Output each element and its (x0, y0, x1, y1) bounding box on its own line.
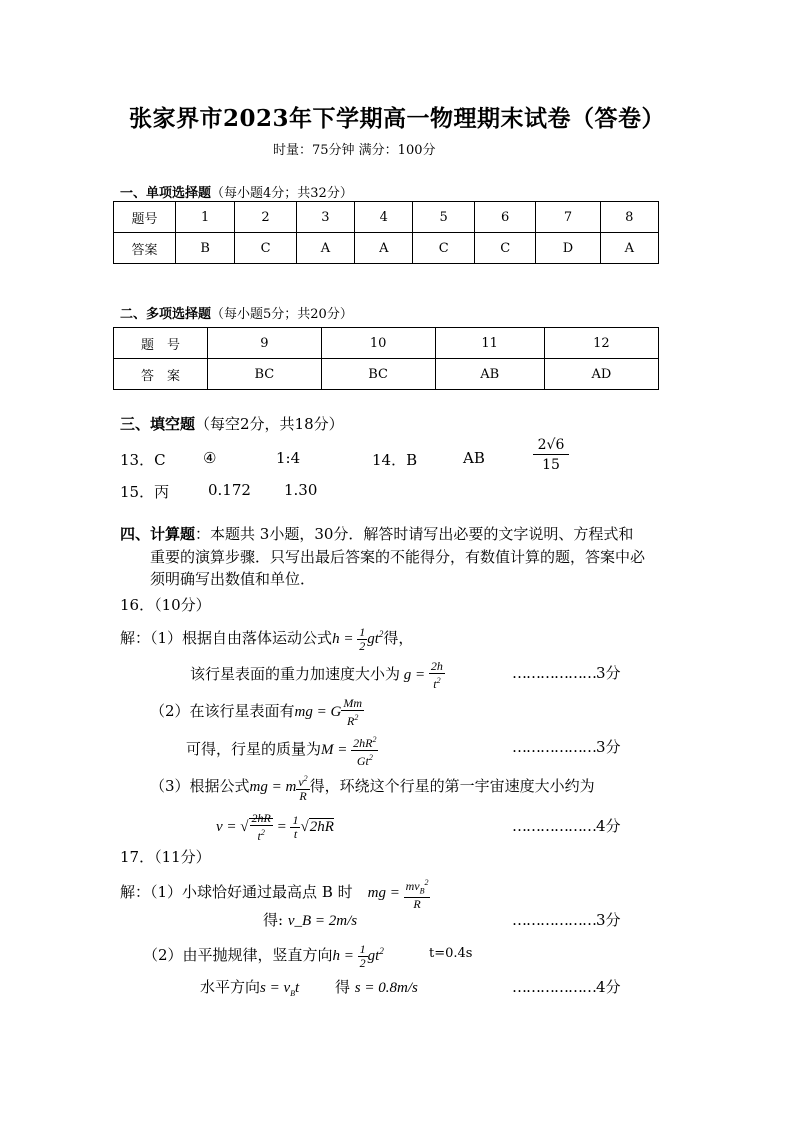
q17-score1 (512, 909, 621, 930)
q16-step1-text: （1）根据自由落体运动公式 (150, 628, 333, 647)
section1-heading (120, 182, 353, 201)
answer-cell: C (474, 233, 535, 264)
section4-intro-line2: 重要的演算步骤．只写出最后答案的不能得分，有数值计算的题，答案中必 (150, 548, 646, 566)
section4-intro-line1 (120, 523, 633, 544)
q15-answer-c: 1.30 (284, 481, 318, 499)
q13-answer-b: ④ (203, 449, 217, 467)
single-choice-table (113, 201, 659, 264)
jie-label: 解： (120, 883, 151, 902)
dot-leader: ……………… (512, 664, 596, 682)
answer-cell: C (413, 233, 474, 264)
question-cell: 1 (176, 202, 235, 233)
table-row (114, 233, 659, 264)
answer-cell: BC (321, 359, 435, 390)
q16-step1b (190, 660, 445, 691)
q17-step1-text: （1）小球恰好通过最高点 B 时 (150, 883, 353, 902)
q16-step2b-text: 可得，行星的质量为 (186, 739, 322, 758)
row-label: 题号 (114, 202, 176, 233)
section1-note: （每小题4分；共32分） (211, 186, 353, 201)
q16-step3-formula: v = √ $\frac{2hR}{t^2}$ = $\frac{1}{t}$ √2hR (216, 811, 334, 843)
formula: h = $\frac{1}{2}$ $gt^2$ (332, 625, 384, 653)
question-cell: 9 (208, 328, 322, 359)
q16-step3-tail: 得，环绕这个行星的第一宇宙速度大小约为 (309, 776, 595, 795)
q16-score2 (512, 736, 621, 757)
answer-cell: AB (435, 359, 544, 390)
q14-answer-c (533, 436, 569, 475)
q16-step3 (150, 772, 595, 803)
q17-step1b-text: 得: (263, 911, 284, 929)
q14-answer-a: 14．B (372, 451, 418, 469)
section2-title: 二、多项选择题 (120, 307, 212, 322)
q17-step1 (120, 876, 430, 911)
question-cell: 11 (435, 328, 544, 359)
question-cell: 8 (600, 202, 658, 233)
section2-heading (120, 303, 353, 322)
q16-step2b (186, 733, 378, 768)
formula: g = $\frac{2h}{t^2}$ (400, 659, 443, 691)
q17-step2b-result-wrap (335, 976, 418, 997)
question-cell: 5 (413, 202, 474, 233)
section3-title: 三、填空题 (120, 415, 196, 433)
formula: mg = $\frac{mv_B^2}{R}$ (352, 878, 429, 912)
answer-cell: A (296, 233, 354, 264)
section3-heading (120, 413, 344, 434)
q17-step1b (263, 909, 357, 930)
answer-cell: B (176, 233, 235, 264)
table-row (114, 202, 659, 233)
dot-leader: ……………… (512, 817, 596, 835)
section4-intro-text: ：本题共 3小题，30分．解答时请写出必要的文字说明、方程式和 (195, 525, 634, 543)
q17-score2 (512, 976, 621, 997)
q17-step2b (200, 976, 299, 998)
section2-note: （每小题5分；共20分） (211, 307, 353, 322)
q17-step2-text: （2）由平抛规律，竖直方向 (143, 945, 333, 964)
q13-answer-a: 13．C (120, 451, 166, 469)
formula: mg = m $\frac{v^2}{R}$ (249, 774, 308, 803)
question-cell: 6 (474, 202, 535, 233)
page-subtitle: 时量：75分钟 满分：100分 (273, 143, 436, 158)
question-cell: 7 (536, 202, 600, 233)
table-row (114, 328, 659, 359)
page-title: 张家界市2023年下学期高一物理期末试卷（答卷） (128, 105, 665, 132)
answer-cell: AD (544, 359, 658, 390)
q16-step2-text: （2）在该行星表面有 (150, 701, 295, 720)
q16-score3 (512, 815, 621, 836)
row-label: 答 案 (114, 359, 208, 390)
q17-step2-t: t=0.4s (429, 946, 473, 961)
q13-answer-c: 1:4 (276, 449, 301, 467)
answer-cell: C (235, 233, 296, 264)
answer-cell: D (536, 233, 600, 264)
dot-leader: ……………… (512, 738, 596, 756)
score-label: 4分 (596, 978, 621, 996)
score-label: 4分 (596, 817, 621, 835)
q16-step1-tail: 得， (383, 628, 414, 647)
formula: $s = v_Bt$ (260, 980, 300, 998)
fraction-denominator: 15 (542, 457, 560, 473)
table-row (114, 359, 659, 390)
q17-step2b-de: 得 (335, 978, 351, 996)
row-label: 答案 (114, 233, 176, 264)
q17-step2 (143, 943, 384, 970)
formula: M = $\frac{2hR^2}{Gt^2}$ (321, 735, 377, 768)
score-label: 3分 (596, 738, 621, 756)
question-cell: 10 (321, 328, 435, 359)
multi-choice-table (113, 327, 659, 390)
q17-step2b-text: 水平方向 (200, 978, 261, 996)
question-cell: 2 (235, 202, 296, 233)
question-cell: 12 (544, 328, 658, 359)
formula: mg = G $\frac{Mm}{R^2}$ (294, 696, 363, 728)
q17-header: 17．（11分） (120, 848, 211, 866)
q15-answer-b: 0.172 (208, 481, 251, 499)
section4-title: 四、计算题 (120, 525, 196, 543)
q16-header: 16．（10分） (120, 596, 211, 614)
q16-score1 (512, 662, 621, 683)
formula: h = $\frac{1}{2}$ $gt^2$ (332, 942, 384, 970)
section3-note: （每空2分，共18分） (195, 415, 344, 433)
jie-label: 解： (120, 628, 151, 647)
answer-cell: A (600, 233, 658, 264)
q15-answer-a: 15．丙 (120, 483, 170, 501)
q16-step2 (150, 697, 364, 728)
answer-cell: A (355, 233, 413, 264)
q16-step1 (120, 626, 413, 653)
q17-step2b-result: s = 0.8m/s (354, 980, 418, 996)
row-label: 题 号 (114, 328, 208, 359)
score-label: 3分 (596, 911, 621, 929)
section1-title: 一、单项选择题 (120, 186, 212, 201)
q16-step1b-text: 该行星表面的重力加速度大小为 (190, 664, 401, 683)
q17-step1b-result: v_B = 2m/s (287, 913, 358, 929)
fraction-numerator: 2√6 (533, 436, 569, 455)
question-cell: 3 (296, 202, 354, 233)
dot-leader: ……………… (512, 978, 596, 996)
answer-cell: BC (208, 359, 322, 390)
score-label: 3分 (596, 664, 621, 682)
question-cell: 4 (355, 202, 413, 233)
q14-answer-b: AB (463, 449, 485, 467)
section4-intro-line3: 须明确写出数值和单位． (150, 570, 316, 588)
q16-step3-text: （3）根据公式 (150, 776, 250, 795)
dot-leader: ……………… (512, 911, 596, 929)
